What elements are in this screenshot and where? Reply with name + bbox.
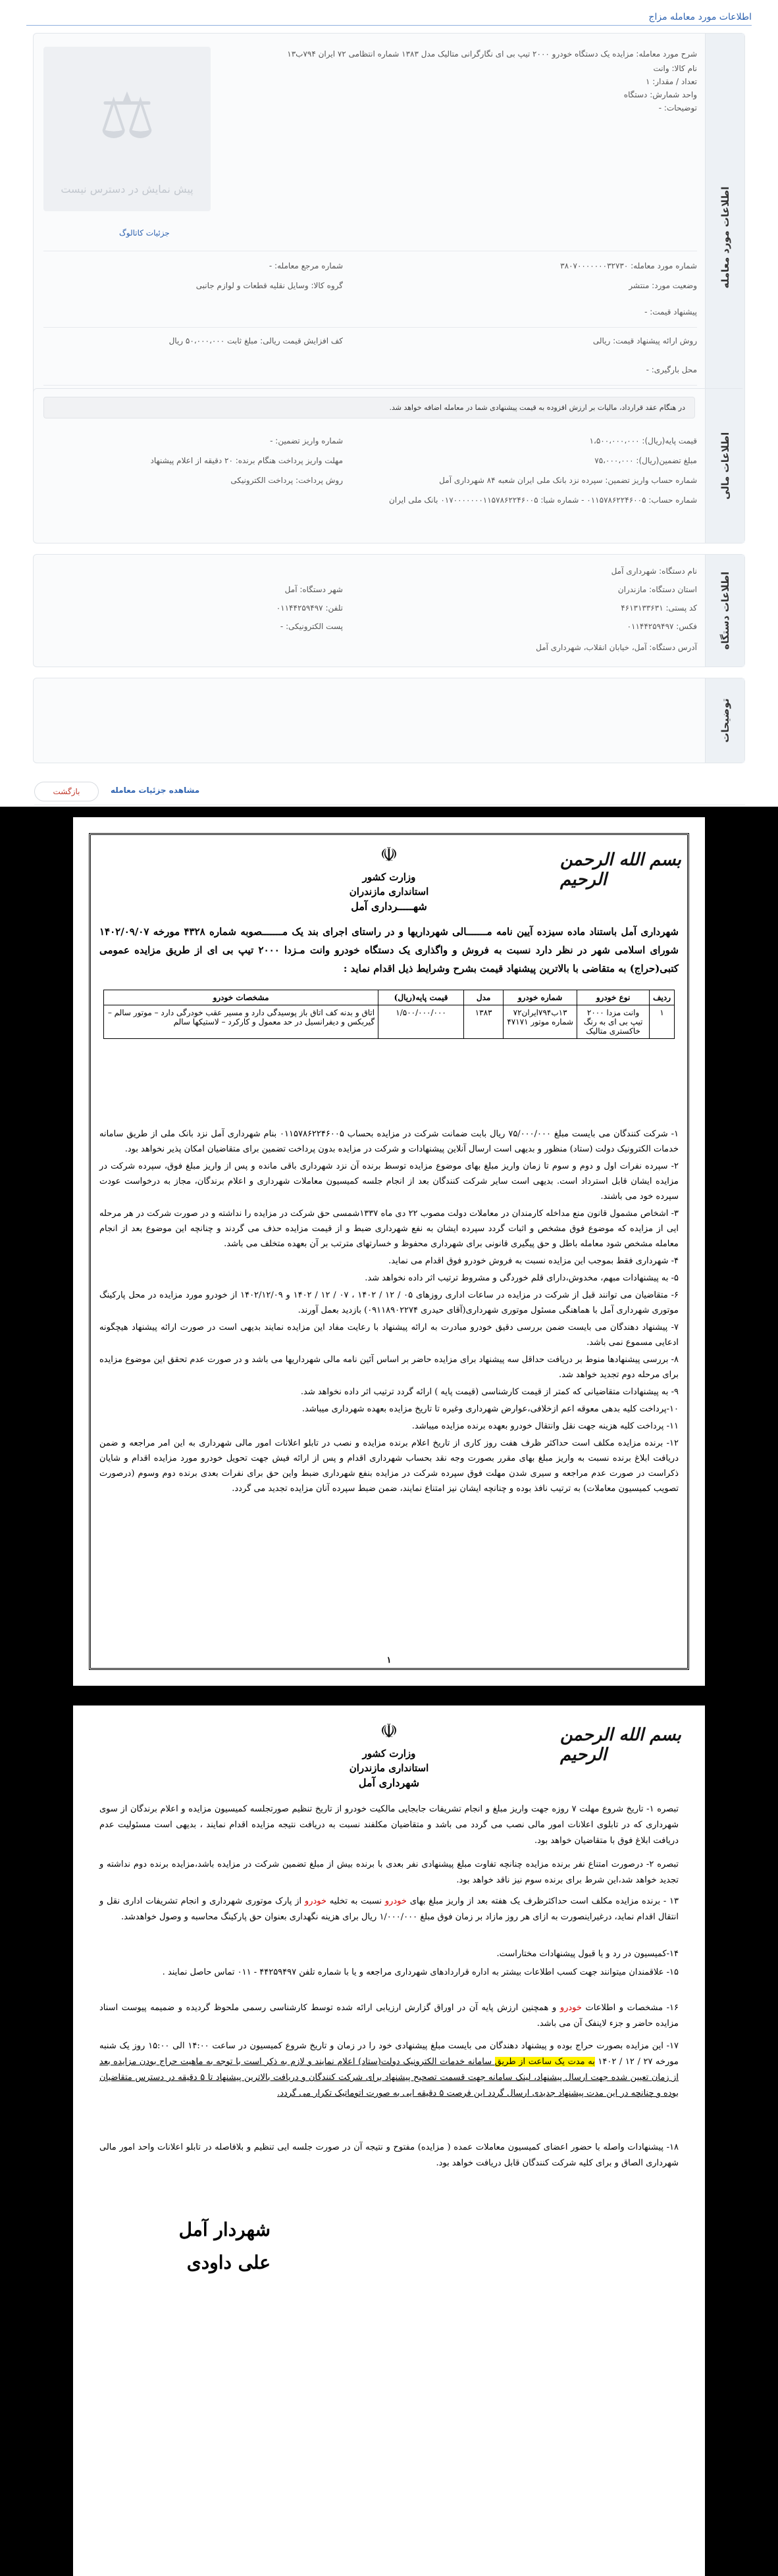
gavel-icon: ⚖ — [98, 79, 156, 153]
financial-tab: اطلاعات مالی — [705, 389, 744, 543]
winner-guarantee: شماره واریز تضمین: - — [270, 436, 343, 445]
financial-section — [33, 388, 745, 543]
table-row — [104, 1005, 675, 1039]
item-notes: توضیحات: - — [658, 103, 697, 113]
page-header-title: اطلاعات مورد معامله مزاج — [648, 12, 752, 22]
mayor-title: شهردار آمل — [178, 2219, 271, 2240]
image-unavailable-text: پیش نمایش در دسترس نیست — [61, 183, 194, 195]
document-page-2 — [73, 1705, 705, 2576]
iran-emblem-icon: ☫ — [380, 844, 398, 867]
offers-count: پیشنهاد قیمت: - — [644, 307, 697, 316]
item-name: نام کالا: وانت — [653, 64, 697, 73]
col-base-price: قیمت پایه(ریال) — [378, 990, 464, 1005]
price-method: روش ارائه پیشنهاد قیمت: ریالی — [592, 336, 697, 345]
condition-paragraph: ۴- شهرداری فقط بموجب این مزایده نسبت به فروش خودرو فوق اقدام می نماید. — [388, 1256, 679, 1266]
municipality-title: شهرداری آمل — [358, 1777, 420, 1789]
cell-plate: ۱۳ب۷۹۴ایران۷۲ شماره موتور ۴۷۱۷۱ — [504, 1005, 577, 1039]
clause-note-1: تبصره ۱- تاریخ شروع مهلت ۷ روزه جهت واریز مبلغ و انجام تشریفات جابجایی مالکیت خودرو از تاریخ تنظیم صورتجلسه کمیسیون مزایده و اعلام برندگان از سوی شهرداری که در تابلوی اعلانات امور مالی نصب می گردد می باشد و متقاضیان مکلفند نسبت به دریافت نتیجه مزایده اقدام نمایند ، بدیهی است مسئولیت عدم دریافت ابلاغ فوق با متقاضیان خواهد بود. — [99, 1804, 679, 1846]
governorate-title: استانداری مازندران — [349, 1762, 429, 1774]
clause-note-2: تبصره ۲- درصورت امتناع نفر برنده مزایده چنانچه تفاوت مبلغ پیشنهادی نفر بعدی با برنده بیش از مبلغ تضمین شرکت در مزایده باشد،مزایده برنده دوم نداشته و تجدید خواهد شد،این شرط برای برنده سوم نیز ناقد خواهد بود. — [99, 1859, 679, 1885]
item-quantity: تعداد / مقدار: ۱ — [645, 77, 697, 86]
org-address: آدرس دستگاه: آمل، خیابان انقلاب، شهرداری آمل — [536, 643, 697, 652]
divider — [43, 327, 697, 328]
clause-13 — [99, 1894, 679, 1925]
divider — [43, 385, 697, 386]
cell-vehicle-type: وانت مزدا ۲۰۰۰ تیپ بی ای به رنگ خاکستری متالیک — [577, 1005, 650, 1039]
clause-13-highlight: خودرو — [304, 1896, 327, 1906]
min-increase: کف افزایش قیمت ریالی: مبلغ ثابت ۵۰،۰۰۰،۰۰۰ ریال — [169, 336, 343, 345]
col-model: مدل — [464, 990, 504, 1005]
image-placeholder — [43, 47, 211, 211]
condition-paragraph: ۹- به پیشنهادات متقاضیانی که کمتر از قیمت کارشناسی (قیمت پایه ) ارائه گردد ترتیب اثر داده نخواهد شد. — [300, 1387, 679, 1397]
scanned-document-viewer — [0, 807, 778, 2576]
description-section — [33, 678, 745, 763]
condition-paragraph: ۱۰-پرداخت کلیه بدهی معوقه اعم ازخلافی،عوارض شهرداری وغیره تا تاریخ مزایده بعهده شهرداری میباشد. — [301, 1404, 679, 1414]
municipality-title: شهـــــرداری آمل — [351, 900, 427, 913]
payment-method: روش پرداخت: پرداخت الکترونیکی — [230, 476, 343, 485]
trade-item-tab: اطلاعات مورد معامله — [705, 34, 744, 442]
vat-alert: در هنگام عقد قرارداد، مالیات بر ارزش افزوده به قیمت پیشنهادی شما در معامله اضافه خواهد شد. — [43, 397, 695, 418]
org-postal: کد پستی: ۴۶۱۳۱۳۳۶۳۱ — [621, 603, 697, 613]
condition-paragraph: ۳- اشخاص مشمول قانون منع مداخله کارمندان در معاملات دولت مصوب ۲۲ دی ماه ۱۳۳۷شمسی حق شرکت در مزایده را نداشته و در صورت شرکت در هر مرحله ایی از مزایده که موضوع فوق مشخص و اثبات گردد سپرده ایشان به نفع شهرداری ضبط و از قیمت مزایده حذف می گردند و چنانچه این موضوع بعد از انجام معامله مشخص شود معامله باطل و حق پیگیری قانونی برای شهرداری محفوظ و خسارتهای مترتب بر آن بعهده متخلف می باشد. — [99, 1209, 679, 1249]
cell-row: ۱ — [650, 1005, 675, 1039]
cell-specs: اتاق و بدنه کف اتاق باز پوسیدگی دارد و مسیر عقب خودرگی دارد – موتور سالم – گیربکس و دیفرانسیل در حد معمول و کارکرد – لاستیکها سالم — [104, 1005, 378, 1039]
back-button[interactable]: بازگشت — [34, 782, 99, 801]
org-fax: فکس: ۰۱۱۴۴۲۵۹۴۹۷ — [627, 622, 697, 631]
auction-conditions — [99, 1126, 679, 1498]
base-price: قیمت پایه(ریال): ۱،۵۰۰،۰۰۰،۰۰۰ — [589, 436, 697, 445]
guarantee-account: شماره حساب: ۰۱۱۵۷۸۶۲۲۴۶۰۰۵ - شماره شبا: ۰۱۷۰۰۰۰۰۰۰۱۱۵۷۸۶۲۲۴۶۰۰۵ بانک ملی ایران — [388, 495, 697, 505]
organization-tab: اطلاعات دستگاه — [705, 555, 744, 667]
iran-emblem-icon: ☫ — [380, 1720, 398, 1743]
col-plate: شماره خودرو — [504, 990, 577, 1005]
auction-intro: شهرداری آمل باستناد ماده سیزده آیین نامه مـــــــالی شهرداریها و در راستای اجرای بند یک مـــــــصوبه شماره ۴۳۲۸ مورخه ۱۴۰۲/۰۹/۰۷ شورای اسلامی شهر در نظر دارد نسبت به فروش و واگذاری یک دستگاه خودرو وانت مـزدا ۲۰۰۰ تیپ بی ای از طریق مزایده عمومی کتبی(حراج) به متقاضی با بالاترین پیشنهاد قیمت بشرح وشرایط ذیل اقدام نماید : — [99, 926, 679, 974]
clause-18: ۱۸- پیشنهادات واصله با حضور اعضای کمیسیون معاملات عمده ( مزایده) مفتوح و نتیجه آن در صورت جلسه ایی تنظیم و بلافاصله در تابلو اعلانات واحد امور مالی شهرداری الصاق و برای کلیه شرکت کنندگان قابل دریافت خواهد بود. — [99, 2142, 679, 2168]
condition-paragraph: ۶- متقاضیان می توانند قبل از شرکت در مزایده در ساعات اداری روزهای ۰۵ / ۱۲ / ۱۴۰۲ ، ۰۷ / ۱۲ / ۱۴۰۲ و ۱۴۰۲/۱۲/۰۹ از خودرو مورد مزایده در محل پارکینگ موتوری شهرداری آمل با هماهنگی مسئول موتوری شهرداری(آقای حیدری ۰۹۱۱۸۹۰۲۲۷۴) بازدید بعمل آورند. — [99, 1290, 679, 1315]
clause-17-highlight: به مدت یک ساعت از طریق — [494, 2057, 595, 2067]
page-number: ۱ — [386, 1655, 392, 1665]
condition-paragraph: ۸- بررسی پیشنهادها منوط بر دریافت حداقل سه پیشنهاد برای مزایده حاضر بر اساس آئین نامه مالی شهرداریها می باشد و در صورت عدم تحقق این موضوع مزایده برای مرحله دوم تجدید خواهد شد. — [99, 1355, 679, 1380]
clause-14: ۱۴-کمیسیون در رد و یا قبول پیشنهادات مختاراست. — [496, 1949, 679, 1959]
org-province: استان دستگاه: مازندران — [617, 585, 697, 594]
bismillah: بسم الله الرحمن الرحیم — [560, 1725, 681, 1765]
org-name: نام دستگاه: شهرداری آمل — [611, 567, 697, 576]
col-row: ردیف — [650, 990, 675, 1005]
condition-paragraph: ۵- به پیشنهادات مبهم، مخدوش،دارای قلم خوردگی و مشروط ترتیب اثر داده نخواهد شد. — [365, 1273, 679, 1283]
document-page-1 — [73, 817, 705, 1686]
condition-paragraph: ۷- پیشنهاد دهندگان می بایست ضمن بررسی دقیق خودرو مبادرت به ارائه پیشنهاد با رعایت مفاد این مزایده نمایند بدیهی است در صورت ارائه پیشنهاد هیچگونه ادعایی مسموع نمی باشد. — [99, 1323, 679, 1348]
loading-place: محل بارگیری: - — [646, 365, 697, 374]
mayor-name: علی داودی — [186, 2252, 271, 2273]
condition-paragraph: ۱۱- پرداخت کلیه هزینه جهت نقل وانتقال خودرو بعهده برنده مزایده میباشد. — [411, 1421, 679, 1431]
vehicle-table — [103, 990, 675, 1039]
clause-17 — [99, 2038, 679, 2102]
item-unit: واحد شمارش: دستگاه — [623, 90, 697, 99]
col-vehicle-type: نوع خودرو — [577, 990, 650, 1005]
clause-16 — [99, 2000, 679, 2032]
bismillah: بسم الله الرحمن الرحیم — [560, 850, 681, 890]
governorate-title: استانداری مازندران — [349, 886, 429, 897]
trade-item-section — [33, 33, 745, 442]
org-email: پست الکترونیکی: - — [280, 622, 343, 631]
cell-model: ۱۳۸۳ — [464, 1005, 504, 1039]
clause-16-text: ۱۶- مشخصات و اطلاعات — [581, 2003, 679, 2013]
col-specs: مشخصات خودرو — [104, 990, 378, 1005]
condition-paragraph: ۱- شرکت کنندگان می بایست مبلغ ۷۵/۰۰۰/۰۰۰ ریال بابت ضمانت شرکت در مزایده بحساب ۰۱۱۵۷۸۶۲۲۴۶۰۰۵ بنام شهرداری آمل نزد بانک ملی از طریق سامانه خدمات الکترونیک دولت (ستاد) منظور و بدیهی است ارسال آنلاین پیشنهادات و شرکت در مزایده بدون پرداخت تضمین برای متقاضیان امکان پذیر نخواهد بود. — [99, 1129, 679, 1154]
org-city: شهر دستگاه: آمل — [284, 585, 343, 594]
clause-16-text: و همچنین ارزش پایه آن در اوراق گزارش ارزیابی ارائه شده توسط کارشناسی رسمی ملحوظ گردیده و ضمیمه پیوست اسناد مزایده حاضر و جزء لاینفک آن می باشد. — [99, 2003, 679, 2029]
guarantee-amount: مبلغ تضمین(ریال): ۷۵،۰۰۰،۰۰۰ — [594, 456, 697, 465]
trade-ref-code: شماره مرجع معامله: - — [269, 261, 343, 270]
ministry-title: وزارت کشور — [362, 1748, 416, 1759]
condition-paragraph: ۱۲- برنده مزایده مکلف است حداکثر ظرف هفت روز کاری از تاریخ اعلام برنده مزایده و نصب در تابلو اعلانات امور مالی شهرداری به این امر مراجعه و ضمن دریافت ابلاغ برنده نسبت به واریز مبلغ بهای مقرر بصورت وجه نقد بحساب شهرداری اقدام و پس از ارائه فیش جهت تحویل خودرو مورد مزایده اقدام و شایان ذکراست در صورت عدم مراجعه و سیری شدن مهلت فوق سپرده شرکت در مزایده بنفع شهرداری ضبط واین حق برای نفرات بعدی برنده دوم وسوم (درصورت تصویب کمیسیون معاملات) به ترتیب نافذ بوده و چنانچه ایشان نیز امتناع نمایند، ضمن ضبط سپرده آنان مزایده تجدید می گردد. — [99, 1438, 679, 1494]
guarantee-payee: شماره حساب واریز تضمین: سپرده نزد بانک ملی ایران شعبه ۸۴ شهرداری آمل — [439, 476, 697, 485]
header-divider — [26, 25, 752, 26]
clause-13-text: نسبت به تخلیه — [326, 1896, 385, 1906]
description-tab: توضیحات — [705, 678, 744, 763]
cell-base-price: ۱/۵۰۰/۰۰۰/۰۰۰ — [378, 1005, 464, 1039]
item-status: وضعیت مورد: منتشر — [629, 281, 697, 290]
condition-paragraph: ۲- سپرده نفرات اول و دوم و سوم تا زمان واریز مبلغ بهای موضوع مزایده توسط برنده آن نزد شهرداری باقی مانده و پس از واریز مبلغ فوق، سپرده شرکت در مزایده ایشان قابل استرداد است. بدیهی است سایر شرکت کنندگان بعد از انجام جلسه کمیسیون معاملات شهرداری و اعلام برندگان، مجاز به درخواست عودت سپرده خود می باشند. — [99, 1161, 679, 1201]
org-phone: تلفن: ۰۱۱۴۴۲۵۹۴۹۷ — [276, 603, 343, 613]
payment-term: مهلت واریز پرداخت هنگام برنده: ۲۰ دقیقه از اعلام پیشنهاد — [150, 456, 343, 465]
clause-13-text: ۱۳ - برنده مزایده مکلف است حداکثرظرف یک هفته بعد از واریز مبلغ بهای — [406, 1896, 679, 1906]
catalog-details-link[interactable]: جزئیات کاتالوگ — [119, 228, 170, 238]
clause-17-text: سامانه خدمات الکترونیک دولت(ستاد) اعلام نمایند و لازم به ذکر است با توجه به ماهیت حراج بودن مزایده بعد از زمان تعیین شده جهت ارسال پیشنهاد، لینک سامانه جهت قسمت تصحیح پیشنهاد برای شرکت کنندگان و دریافت بالاترین پیشنهاد تا ۵ دقیقه در دسترس متقاضیان بوده و چنانچه در این مدت پیشنهاد جدیدی ارسال گردد این فرصت ۵ دقیقه ایی به صورت اتوماتیک تکرار می گردد. — [99, 2057, 679, 2098]
clause-13-text: از پارک موتوری شهرداری و انجام تشریفات اداری نقل و انتقال اقدام نماید، درغیراینصورت به ازای هر روز مازاد بر زمان فوق مبلغ ۱/۰۰۰/۰۰۰ ریال برای هزینه نگهداری بعنوان حق پارکینگ محاسبه و وصول خواهدشد. — [99, 1896, 679, 1922]
clause-16-highlight: خودرو — [559, 2003, 582, 2013]
clause-17-text: ۱۷- این مزایده بصورت حراج بوده و پیشنهاد دهندگان می بایست مبلغ پیشنهادی خود را در زمان و تاریخ شروع کمیسیون در ساعت ۱۴:۰۰ الی ۱۵:۰۰ روز یک شنبه مورخه ۲۷ / ۱۲ / ۱۴۰۲ — [99, 2041, 679, 2067]
ministry-title: وزارت کشور — [362, 871, 416, 883]
clause-15: ۱۵- علاقمندان میتوانند جهت کسب اطلاعات بیشتر به اداره قراردادهای شهرداری مراجعه و یا با شماره تلفن ۴۴۲۵۹۴۹۷ - ۰۱۱ تماس حاصل نمایند . — [162, 1967, 679, 1977]
trade-ref-number: شماره مورد معامله: ۳۸۰۷۰۰۰۰۰۰۰۳۲۷۳۰ — [560, 261, 697, 270]
trade-item-description: شرح مورد معامله: مزایده یک دستگاه خودرو ۲۰۰۰ تیپ بی ای نگارگرانی متالیک مدل ۱۳۸۳ شماره انتظامی ۷۲ ایران ۷۹۴ب۱۳ — [287, 49, 697, 59]
clause-13-highlight: خودرو — [384, 1896, 407, 1906]
organization-section — [33, 554, 745, 667]
trade-details-link[interactable]: مشاهده جزئیات معامله — [111, 786, 200, 795]
item-group: گروه کالا: وسایل نقلیه قطعات و لوازم جانبی — [195, 281, 343, 290]
